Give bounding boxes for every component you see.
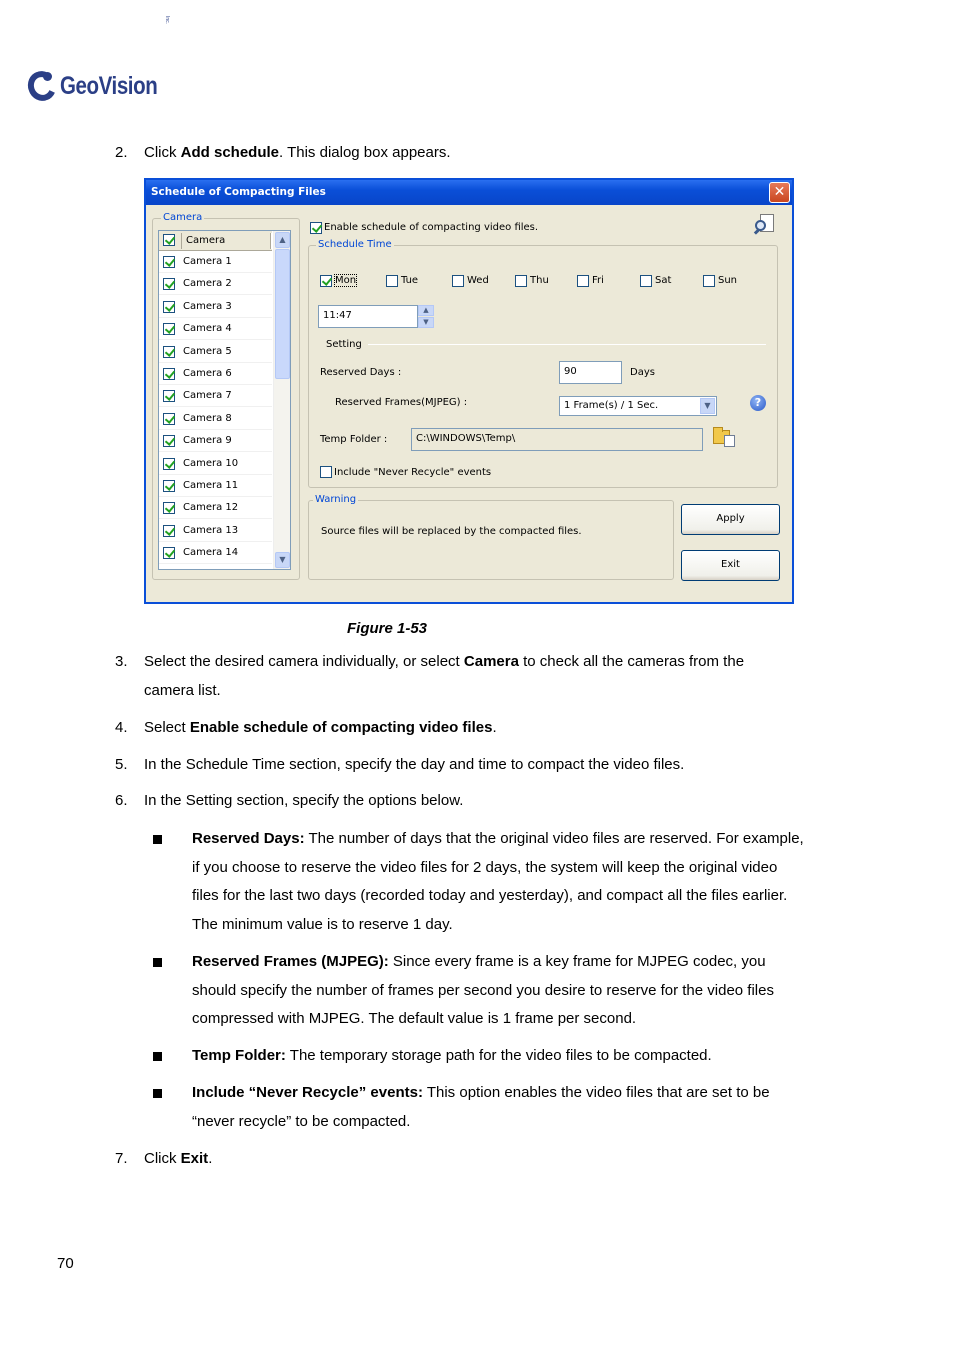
reserved-days-input[interactable]: 90	[559, 361, 622, 384]
bullet-4-line-1: Include “Never Recycle” events: This option enables the video files that are set to be	[192, 1084, 770, 1101]
bullet-marker	[153, 835, 162, 844]
brand-tm: Inc.	[164, 16, 170, 25]
camera-checkbox[interactable]	[163, 390, 175, 402]
camera-item-label: Camera 3	[183, 300, 232, 312]
day-checkbox-mon[interactable]	[320, 275, 332, 287]
exit-button[interactable]: Exit	[681, 550, 780, 581]
day-label-sat: Sat	[655, 275, 672, 286]
camera-item-label: Camera 4	[183, 323, 232, 335]
camera-checkbox[interactable]	[163, 323, 175, 335]
day-label-mon: Mon	[335, 275, 357, 286]
camera-list-item[interactable]	[159, 453, 272, 475]
scroll-down-button[interactable]: ▼	[275, 552, 290, 568]
warning-text: Source files will be replaced by the compacted files.	[321, 526, 582, 537]
camera-list-item[interactable]	[159, 341, 272, 363]
day-checkbox-sat[interactable]	[640, 275, 652, 287]
camera-group	[152, 212, 300, 580]
camera-item-label: Camera 12	[183, 502, 239, 514]
schedule-time-legend: Schedule Time	[318, 239, 392, 250]
step-6-text: In the Setting section, specify the options below.	[144, 792, 464, 809]
camera-item-label: Camera 13	[183, 524, 239, 536]
camera-list-item[interactable]	[159, 296, 272, 318]
day-label-thu: Thu	[530, 275, 549, 286]
step-4-text: Select Enable schedule of compacting video files.	[144, 719, 497, 736]
day-checkbox-thu[interactable]	[515, 275, 527, 287]
day-label-wed: Wed	[467, 275, 489, 286]
temp-folder-input[interactable]: C:\WINDOWS\Temp\	[411, 428, 703, 451]
setting-separator	[368, 344, 766, 345]
step-4-number: 4.	[115, 719, 128, 736]
bullet-3-line-1: Temp Folder: The temporary storage path for the video files to be compacted.	[192, 1047, 712, 1064]
camera-list-item[interactable]	[159, 251, 272, 273]
enable-schedule-checkbox[interactable]	[310, 222, 322, 234]
setting-legend: Setting	[326, 339, 362, 350]
reserved-frames-value: 1 Frame(s) / 1 Sec.	[564, 400, 659, 411]
bullet-1-line-4: The minimum value is to reserve 1 day.	[192, 916, 453, 934]
bullet-1-line-1: Reserved Days: The number of days that the original video files are reserved. For example,	[192, 830, 804, 847]
camera-list-item[interactable]	[159, 385, 272, 407]
camera-checkbox[interactable]	[163, 458, 175, 470]
enable-schedule-label: Enable schedule of compacting video files.	[324, 222, 539, 233]
camera-checkbox[interactable]	[163, 346, 175, 358]
camera-all-checkbox[interactable]	[163, 234, 175, 246]
time-down-button[interactable]: ▼	[418, 317, 434, 328]
step-5-text: In the Schedule Time section, specify the day and time to compact the video files.	[144, 756, 685, 773]
camera-list-scrollbar[interactable]	[273, 231, 290, 569]
camera-item-label: Camera 7	[183, 390, 232, 402]
camera-checkbox[interactable]	[163, 480, 175, 492]
dialog-titlebar	[146, 180, 792, 205]
day-label-tue: Tue	[401, 275, 419, 286]
camera-list-item[interactable]	[159, 542, 272, 564]
step-3-text-line2: camera list.	[144, 682, 221, 699]
camera-checkbox[interactable]	[163, 301, 175, 313]
chevron-down-icon[interactable]: ▼	[700, 398, 715, 414]
camera-list-item[interactable]	[159, 475, 272, 497]
camera-list-item[interactable]	[159, 363, 272, 385]
never-recycle-checkbox[interactable]	[320, 466, 332, 478]
camera-group-legend: Camera	[163, 212, 203, 223]
camera-item-label: Camera 10	[183, 457, 239, 469]
scroll-thumb[interactable]	[275, 249, 290, 379]
schedule-compacting-dialog	[144, 178, 794, 604]
close-button[interactable]: ✕	[769, 182, 790, 203]
camera-list-item[interactable]	[159, 273, 272, 295]
camera-checkbox[interactable]	[163, 435, 175, 447]
bullet-1-line-3: files for the last two days (recorded today and yesterday), and compact all the files earlier.	[192, 887, 788, 905]
dialog-title: Schedule of Compacting Files	[151, 186, 326, 198]
camera-item-label: Camera 5	[183, 345, 232, 357]
time-spinner[interactable]	[418, 305, 434, 328]
camera-checkbox[interactable]	[163, 278, 175, 290]
step-3-number: 3.	[115, 653, 128, 670]
bullet-marker	[153, 958, 162, 967]
days-unit-label: Days	[630, 367, 655, 378]
time-up-button[interactable]: ▲	[418, 305, 434, 316]
temp-folder-label: Temp Folder :	[320, 434, 388, 445]
reserved-frames-label: Reserved Frames(MJPEG) :	[335, 397, 468, 408]
step-3-text: Select the desired camera individually, or select Camera to check all the cameras from the	[144, 653, 745, 670]
step-6-number: 6.	[115, 792, 128, 809]
camera-list-item[interactable]	[159, 497, 272, 519]
never-recycle-label: Include "Never Recycle" events	[334, 467, 492, 478]
camera-list	[158, 230, 291, 570]
step-2-number: 2.	[115, 144, 128, 161]
camera-item-label: Camera 11	[183, 480, 239, 491]
warning-group	[308, 494, 674, 580]
day-checkbox-sun[interactable]	[703, 275, 715, 287]
camera-list-item[interactable]	[159, 430, 272, 452]
bullet-2-line-1: Reserved Frames (MJPEG): Since every frame is a key frame for MJPEG codec, you	[192, 953, 766, 970]
step-5-number: 5.	[115, 756, 128, 773]
camera-item-label: Camera 9	[183, 435, 232, 447]
camera-list-item[interactable]	[159, 520, 272, 542]
camera-checkbox[interactable]	[163, 547, 175, 559]
figure-caption: Figure 1-53	[347, 620, 428, 637]
reserved-days-label: Reserved Days :	[320, 367, 402, 378]
page-number: 70	[57, 1255, 74, 1272]
geovision-logo	[28, 68, 179, 104]
bullet-1-line-2: if you choose to reserve the video files for 2 days, the system will keep the original video	[192, 858, 778, 876]
camera-item-label: Camera 14	[183, 547, 239, 559]
bullet-2-line-3: compressed with MJPEG. The default value is 1 frame per second.	[192, 1010, 637, 1028]
camera-list-item[interactable]	[159, 408, 272, 430]
day-checkbox-wed[interactable]	[452, 275, 464, 287]
search-file-icon[interactable]	[754, 214, 776, 236]
camera-header-label: Camera	[186, 235, 226, 246]
time-input[interactable]: 11:47	[318, 305, 418, 328]
bullet-4-line-2: “never recycle” to be compacted.	[192, 1112, 411, 1130]
camera-item-label: Camera 1	[183, 256, 232, 267]
geovision-logo-icon	[28, 69, 58, 103]
day-checkbox-fri[interactable]	[577, 275, 589, 287]
camera-checkbox[interactable]	[163, 502, 175, 514]
camera-checkbox[interactable]	[163, 256, 175, 268]
reserved-frames-select[interactable]	[559, 396, 717, 416]
camera-list-header[interactable]	[159, 231, 272, 251]
day-label-sun: Sun	[718, 275, 738, 286]
bullet-marker	[153, 1052, 162, 1061]
help-icon[interactable]: ?	[750, 395, 766, 411]
camera-checkbox[interactable]	[163, 413, 175, 425]
bullet-marker	[153, 1089, 162, 1098]
camera-checkbox[interactable]	[163, 525, 175, 537]
step-7-number: 7.	[115, 1150, 128, 1167]
camera-item-label: Camera 2	[183, 278, 232, 290]
brand-name: GeoVision	[60, 71, 158, 100]
folder-browse-icon[interactable]	[713, 427, 735, 447]
camera-list-item[interactable]	[159, 318, 272, 340]
day-label-fri: Fri	[592, 275, 604, 286]
bullet-2-line-2: should specify the number of frames per second you desire to reserve for the video files	[192, 981, 774, 999]
day-checkbox-tue[interactable]	[386, 275, 398, 287]
apply-button[interactable]: Apply	[681, 504, 780, 535]
camera-item-label: Camera 8	[183, 412, 232, 424]
camera-checkbox[interactable]	[163, 368, 175, 380]
warning-legend: Warning	[315, 494, 357, 505]
step-2-text: Click Add schedule. This dialog box appears.	[144, 144, 451, 161]
camera-item-label: Camera 6	[183, 368, 232, 379]
scroll-up-button[interactable]: ▲	[275, 232, 290, 248]
step-7-text: Click Exit.	[144, 1150, 213, 1167]
